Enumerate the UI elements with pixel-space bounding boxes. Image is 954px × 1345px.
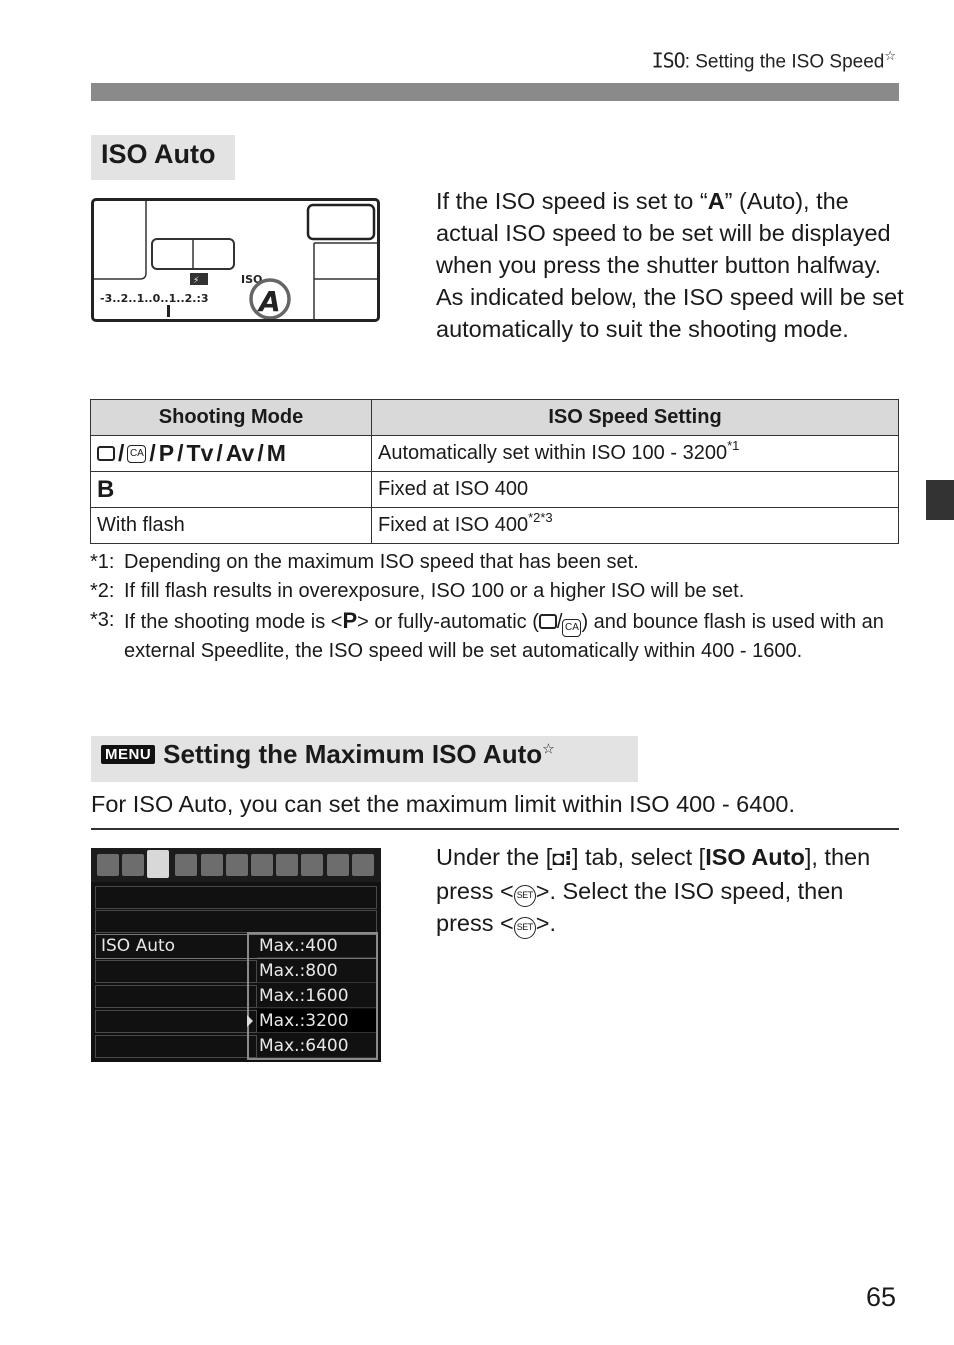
footnote-3: *3: If the shooting mode is <P> or fully-automatic ( / CA ) and bounce flash is used with an external Speedlite, the ISO speed will be set automatically within 400 - 1600. [90, 608, 884, 662]
header-divider-bar [91, 83, 899, 101]
menu-row [95, 886, 377, 909]
lcd-panel-illustration [91, 198, 380, 322]
menu-row [95, 985, 257, 1008]
mode-cell [91, 472, 372, 508]
creative-auto-icon: CA [127, 445, 146, 463]
full-auto-icon [97, 446, 115, 461]
table-row [91, 436, 899, 472]
full-auto-icon [539, 614, 557, 629]
selection-pointer-icon [247, 1015, 253, 1027]
iso-mark: ISO [651, 48, 685, 73]
option-max-3200-selected: Max.:3200 [257, 1009, 376, 1033]
iso-auto-description: If the ISO speed is set to “A” (Auto), the actual ISO speed to be set will be displayed when you press the shutter button halfway. As indicated below, the ISO speed will be set automatically to suit the shooting mode. [436, 188, 904, 342]
header-title: : Setting the ISO Speed [684, 51, 885, 73]
menu-row [95, 1035, 257, 1058]
menu-row [95, 1010, 257, 1033]
mode-b: B [97, 475, 115, 503]
footnote-1: *1: Depending on the maximum ISO speed that has been set. [90, 551, 639, 573]
max-iso-intro: For ISO Auto, you can set the maximum limit within ISO 400 - 6400. [91, 791, 795, 817]
footnote-2: *2: If fill flash results in overexposure, ISO 100 or a higher ISO will be set. [90, 580, 745, 602]
menu-tab-star [352, 854, 374, 876]
mode-av: Av [225, 440, 255, 466]
set-button-icon: SET [514, 917, 536, 939]
menu-tab [226, 854, 248, 876]
mode-p-icon: P [342, 608, 358, 633]
table-header-row [91, 400, 899, 436]
menu-tab [251, 854, 273, 876]
setting-cell: Fixed at ISO $400^{*2*3}$ [372, 508, 899, 544]
mode-tv: Tv [186, 440, 214, 466]
menu-tab-bar [91, 848, 381, 882]
footnotes [90, 548, 900, 666]
max-iso-instructions: Under the [◘⁝] tab, select [ISO Auto], then press < SET >. Select the ISO speed, then press < SET >. [436, 841, 906, 939]
menu-tab [122, 854, 144, 876]
menu-row [95, 960, 257, 983]
creative-auto-icon: CA [562, 619, 581, 637]
camera-tab-icon: ◘⁝ [552, 848, 572, 870]
menu-item-iso-auto: ISO Auto [101, 936, 176, 956]
menu-tab [175, 854, 197, 876]
menu-tab [301, 854, 323, 876]
set-button-icon: SET [514, 885, 536, 907]
auto-letter: A [707, 188, 725, 214]
star-icon: ☆ [884, 48, 896, 63]
camera-menu-screen [91, 848, 381, 1062]
iso-mode-table [90, 399, 899, 544]
iso-auto-heading-text: ISO Auto [101, 139, 216, 169]
menu-tab [201, 854, 223, 876]
lcd-iso-auto-value: A [259, 285, 281, 318]
setting-cell: Fixed at ISO 400 [372, 472, 899, 508]
table-row [91, 508, 899, 544]
option-max-6400: Max.:6400 [257, 1034, 376, 1058]
menu-icon: MENU [101, 745, 155, 764]
menu-tab [97, 854, 119, 876]
iso-auto-heading [91, 135, 235, 180]
mode-m: M [266, 440, 286, 466]
lcd-exposure-scale: -3..2..1..0..1..2.:3 [100, 292, 209, 305]
menu-tab [276, 854, 298, 876]
option-max-1600: Max.:1600 [257, 984, 376, 1008]
star-icon: ☆ [542, 740, 555, 757]
col-iso-speed-setting: ISO Speed Setting [372, 400, 899, 436]
page-number: 65 [866, 1282, 897, 1312]
max-iso-auto-heading [91, 736, 638, 782]
lcd-panel-drawing [94, 201, 377, 319]
mode-cell: / CA / P / Tv / Av / M [91, 436, 372, 472]
chapter-thumb-tab [926, 480, 954, 520]
menu-row [95, 910, 377, 933]
table-row [91, 472, 899, 508]
menu-tab-camera-active [147, 850, 169, 878]
menu-tab [327, 854, 349, 876]
col-shooting-mode: Shooting Mode [91, 400, 372, 436]
option-max-800: Max.:800 [257, 959, 376, 983]
section-divider [91, 828, 899, 830]
max-iso-heading-text: Setting the Maximum ISO Auto [163, 739, 543, 769]
lcd-iso-label: ISO [241, 273, 263, 286]
running-header [652, 48, 896, 73]
option-max-400: Max.:400 [257, 934, 376, 958]
setting-cell: Automatically set within ISO 100 - 3200$^{*1}$ [372, 436, 899, 472]
mode-p: P [158, 440, 175, 466]
mode-cell: With flash [91, 508, 372, 544]
svg-text:⚡: ⚡ [193, 276, 200, 286]
